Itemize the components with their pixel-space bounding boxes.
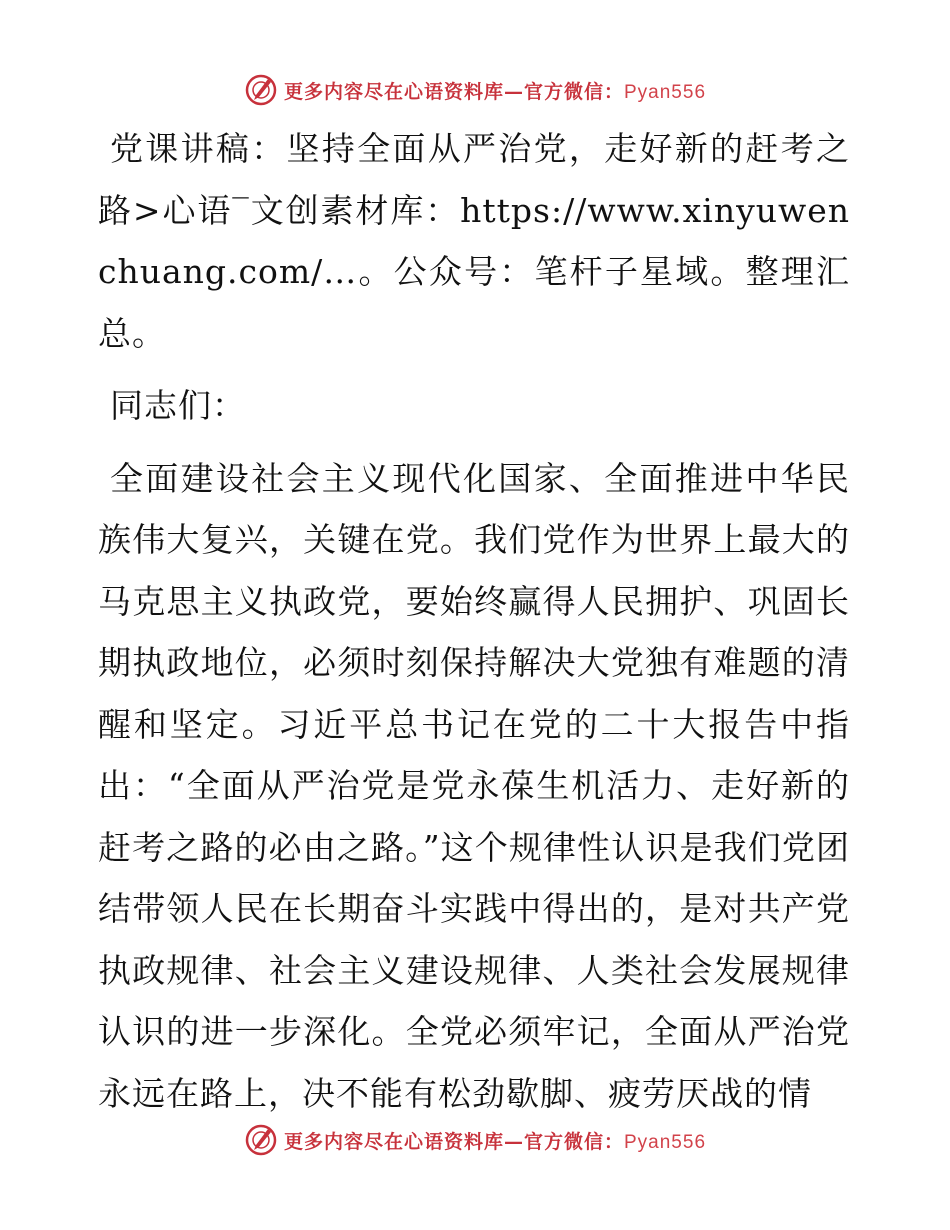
watermark-text: 更多内容尽在心语资料库—官方微信：Pyan556 xyxy=(283,1130,707,1153)
title-paragraph: 党课讲稿：坚持全面从严治党，走好新的赶考之路>心语‾文创素材库：https://www.xinyuwenchuang.com/…。公众号：笔杆子星域。整理汇总。 xyxy=(98,129,850,353)
document-body xyxy=(98,118,850,1124)
header-watermark-banner xyxy=(0,68,950,112)
footer-watermark-banner xyxy=(0,1118,950,1162)
quill-logo-icon xyxy=(244,1123,278,1157)
salutation: 同志们： xyxy=(110,386,246,425)
body-paragraph: 全面建设社会主义现代化国家、全面推进中华民族伟大复兴，关键在党。我们党作为世界上最大的马克思主义执政党，要始终赢得人民拥护、巩固长期执政地位，必须时刻保持解决大党独有难题的清醒和坚定。习近平总书记在党的二十大报告中指出：“全面从严治党是党永葆生机活力、走好新的赶考之路的必由之路。”这个规律性认识是我们党团结带领人民在长期奋斗实践中得出的，是对共产党执政规律、社会主义建设规律、人类社会发展规律认识的进一步深化。全党必须牢记，全面从严治党永远在路上，决不能有松劲歇脚、疲劳厌战的情 xyxy=(98,458,850,1113)
watermark-text: 更多内容尽在心语资料库—官方微信：Pyan556 xyxy=(283,80,707,103)
quill-logo-icon xyxy=(244,73,278,107)
